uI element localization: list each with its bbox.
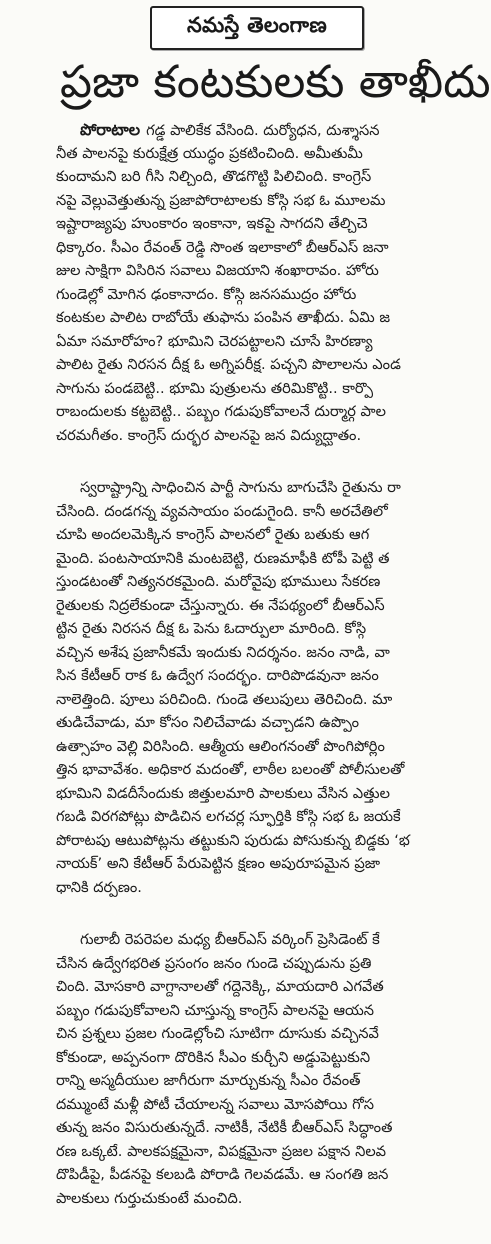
paragraph-1: [56, 118, 422, 447]
text-line: సాగును పండబెట్టి.. భూమి పుత్రులను తరిమికొట్టి.. కార్పొ: [56, 379, 374, 397]
text-line: గులాబీ రెపరెపల మధ్య బీఆర్ఎస్ వర్కింగ్ ప్రెసిడెంట్ కే: [80, 931, 380, 948]
text-line: స్తుండటంతో నిత్యనరకమైంది. మరోవైపు భూములు సేకరణ: [56, 573, 381, 590]
text-line: పబ్బం గడుపుకోవాలని చూస్తున్న కాంగ్రెస్ పాలనపై ఆయన: [56, 1001, 374, 1019]
text-line: నపై వెల్లువెత్తుతున్న ప్రజాపోరాటాలకు కోస్గి సభ ఓ మూలమ: [56, 191, 386, 209]
text-line: చిన ప్రశ్నలు ప్రజల గుండెల్లోంచి సూటిగా దూసుకు వచ్చినవే: [56, 1025, 379, 1042]
text-line: చరమగీతం. కాంగ్రెస్ దుర్భర పాలనపై జన విద్యుద్ఘాతం.: [56, 426, 362, 444]
lead-word: పోరాటాల: [80, 120, 141, 139]
text-line: చేసిన ఉద్వేగభరిత ప్రసంగం జనం గుండె చప్పుడును ప్రతి: [56, 954, 372, 972]
text-line: కోకుండా, అప్పనంగా దొరికిన సీఎం కుర్చీని అడ్డుపెట్టుకుని: [56, 1048, 371, 1066]
text-line: కంటకుల పాలిట రాబోయే తుఫాను పంపిన తాఖీదు. ఏమి జ: [56, 309, 391, 326]
text-line: ఏమా సమారోహం? భూమిని చెరపట్టాలని చూసే హిరణ్యా: [56, 332, 373, 350]
text-line: నీత పాలనపై కురుక్షేత్ర యుద్ధం ప్రకటించింది. అమీతుమీ: [56, 144, 363, 162]
text-line: రైతులకు నిద్రలేకుండా చేస్తున్నారు. ఈ నేపథ్యంలో బీఆర్ఎస్: [56, 596, 385, 614]
text-line: దమ్ముంటే మళ్లీ పోటీ చేయాలన్న సవాలు మోసపోయి గోస: [56, 1095, 374, 1113]
text-line: చింది. మోసకారి వాగ్దానాలతో గద్దెనెక్కి, మాయదారి ఎగవేత: [56, 978, 384, 995]
article-body: [56, 118, 422, 1240]
text-line: ధానికి దర్పణం.: [56, 878, 142, 896]
text-line: గుండెల్లో మోగిన ఢంకానాదం. కోస్గి జనసముద్రం హోరు: [56, 285, 357, 303]
text-line: రాబందులకు కట్టబెట్టి.. పబ్బం గడుపుకోవాలనే దుర్మార్గ పాల: [56, 403, 386, 420]
text-line: జుల సాక్షిగా విసిరిన సవాలు విజయాని శంఖారావం. హోరు: [56, 262, 379, 279]
text-line: స్వరాష్ట్రాన్ని సాధించిన పార్టీ సాగును బాగుచేసి రైతును రా: [80, 479, 401, 496]
text-line: చేసింది. దండగన్న వ్యవసాయం పండుగైంది. కానీ అరచేతిలో: [56, 502, 388, 520]
article-headline: ప్రజా కంటకులకు తాఖీదు: [60, 55, 491, 108]
text-line: తున్న జనం విసురుతున్నదే. నాటికీ, నేటికీ బీఆర్ఎస్ సిద్ధాంత: [56, 1119, 393, 1136]
masthead-box: [150, 6, 364, 50]
text-line: దొపిడీపై, పీడనపై కలబడి పోరాడి గెలవడమే. ఆ సంగతి జన: [56, 1166, 389, 1183]
text-line: మైంది. పంటసాయానికి మంటబెట్టి, రుణమాఫీకి టోపీ పెట్టి త: [56, 549, 390, 567]
text-line: సిన కేటీఆర్ రాక ఓ ఉద్వేగ సందర్భం. దారిపొడవునా జనం: [56, 667, 379, 684]
text-line: ఇష్టారాజ్యపు హుంకారం ఇంకానా, ఇకపై సాగదని తేల్చిచె: [56, 215, 368, 232]
masthead-title: నమస్తే తెలంగాణ: [187, 13, 327, 37]
text-line: కుందామని బరి గీసి నిల్చింది, తొడగొట్టి పిలిచింది. కాంగ్రెస్: [56, 168, 372, 185]
text-line: పాలకులు గుర్తుచుకుంటే మంచిది.: [56, 1189, 243, 1207]
text-line: ఉత్సాహం వెల్లి విరిసింది. ఆత్మీయ ఆలింగనంతో పొంగిపోర్లిం: [56, 737, 385, 755]
text-line: ట్టిన రైతు నిరసన దీక్ష ఓ పెను ఓదార్పులా మారింది. కోస్గి: [56, 620, 367, 637]
text-line: పోరాటపు ఆటుపోట్లను తట్టుకుని పురుడు పోసుకున్న బిడ్డకు ‘భ: [56, 831, 410, 849]
text-line: పాలిట రైతు నిరసన దీక్ష ఓ అగ్నిపరీక్ష. పచ్చని పొలాలను ఎండ: [56, 356, 401, 373]
text-line: ధిక్కారం. సీఎం రేవంత్ రెడ్డి సొంత ఇలాకాలో బీఆర్ఎస్ జనా: [56, 238, 389, 256]
paragraph-3: [56, 928, 422, 1210]
line-text: గడ్డ పాలికేక వేసింది. దుర్యోధన, దుశ్శాసన: [146, 122, 380, 139]
text-line: నాలెత్తింది. పూలు పరిచింది. గుండె తలుపులు తెరిచింది. మా: [56, 690, 393, 708]
text-line: వచ్చిన అశేష ప్రజానీకమే ఇందుకు నిదర్శనం. జనం నాడి, వా: [56, 643, 390, 661]
text-line: భూమిని విడదీసేందుకు జిత్తులమారి పాలకులు వేసిన ఎత్తుల: [56, 784, 390, 802]
paragraph-2: [56, 476, 422, 899]
text-line: రాన్ని అస్మదీయుల జాగీరుగా మార్చుకున్న సీఎం రేవంత్: [56, 1072, 361, 1089]
text-line: [56, 118, 422, 142]
text-line: తుడిచేవాడు, మా కోసం నిలిచేవాడు వచ్చాడని ఉప్పొం: [56, 714, 359, 731]
text-line: చూపి అందలమెక్కిన కాంగ్రెస్ పాలనలో రైతు బతుకు ఆగ: [56, 526, 370, 543]
text-line: నాయక్’ అని కేటీఆర్ పేరుపెట్టిన క్షణం అపురూపమైన ప్రజా: [56, 855, 381, 872]
text-line: గబడి విరగపోట్లు పొడిచిన లగచర్ల స్ఫూర్తికి కోస్గి సభ ఓ జయకే: [56, 808, 401, 825]
text-line: రణ ఒక్కటే. పాలకపక్షమైనా, విపక్షమైనా ప్రజల పక్షాన నిలవ: [56, 1142, 387, 1160]
text-line: త్తిన భావావేశం. అధికార మదంతో, లాఠీల బలంతో పోలీసులతో: [56, 761, 405, 778]
